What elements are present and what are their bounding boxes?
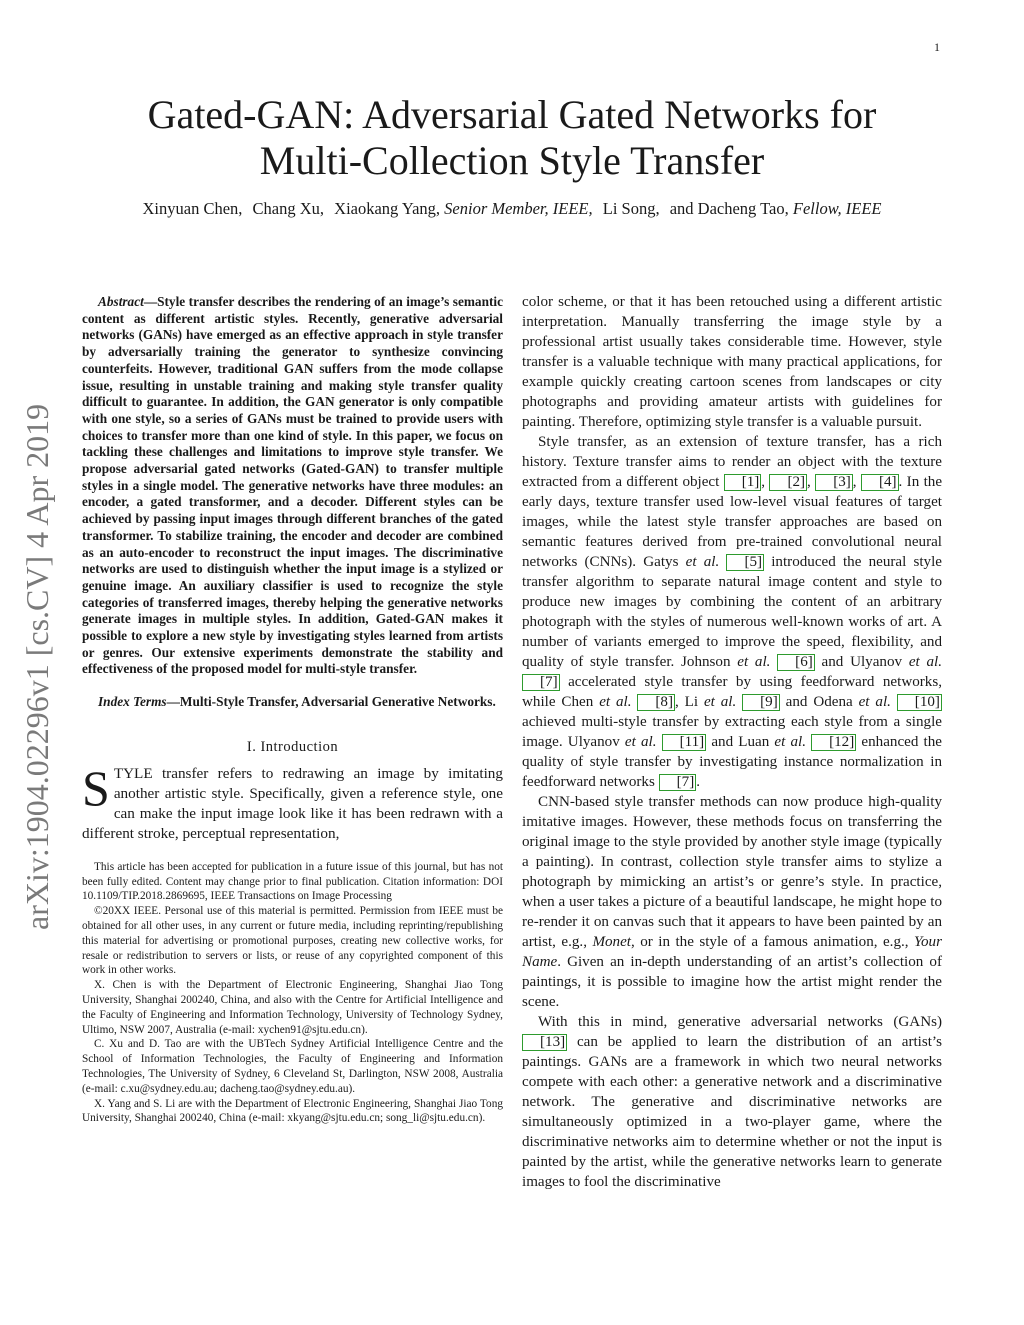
left-column (82, 294, 503, 1126)
citation-link[interactable]: [8] (637, 694, 675, 711)
body-paragraph: color scheme, or that it has been retouched using a different artistic interpretation. Manually transferring the image style by a professional artist usually takes considerable time. However, style transfer is a valuable technique with many practical applications, for example quickly creating cartoon scenes from landscapes or city photographs and providing amateur artists with guidelines for painting. Therefore, optimizing style transfer is a valuable pursuit. (522, 294, 942, 430)
first-word-rest: TYLE (113, 764, 153, 782)
author-affiliation: Senior Member, IEEE, (444, 199, 593, 218)
citation-link[interactable]: [13] (522, 1034, 567, 1051)
section-heading: I. Introduction (246, 738, 339, 755)
citation-link[interactable]: [11] (662, 734, 707, 751)
citation-link[interactable]: [10] (897, 694, 942, 711)
body-paragraph: Style transfer, as an extension of texture transfer, has a rich history. Texture transfer aims to render an object with the texture extracted from a different object [1] , [2] , [3] , [4] . In the early days, texture transfer used low-level visual features of target images, while the latest style transfer approaches are based on semantic features derived from pre-trained convolutional neural networks (CNNs). Gatys et al. [5] introduced the neural style transfer algorithm to separate natural image content and style to produce new images by combining the content of an arbitrary photograph with the styles of numerous well-known works of art. A number of variants emerged to improve the speed, flexibility, and quality of style transfer. Johnson et al. [6] and Ulyanov et al. [7] accelerated style transfer by using feedforward networks, while Chen et al. [8] , Li et al. [9] and Odena et al. [10] achieved multi-style transfer by extracting each style from a single image. Ulyanov et al. [11] and Luan et al. [12] enhanced the quality of style transfer by investigating instance normalization in feedforward networks [7] . (522, 434, 943, 790)
drop-cap: S (82, 759, 110, 816)
body-paragraph: CNN-based style transfer methods can now produce high-quality imitative images. However, these methods focus on transferring the original image to the style provided by another style image (typically a painting). In contrast, collection style transfer aims to stylize a photograph by mimicking an artist’s or genre’s style. In practice, when a user takes a picture of a beautiful landscape, he might hope to re-render it on canvas such that it appears to have been painted by an artist, e.g., Monet, or in the style of a famous animation, e.g., Your Name. Given an in-depth understanding of an artist’s collection of paintings, it is possible to imagine how the artist might render the scene. (522, 794, 942, 1010)
citation-link[interactable]: [2] (769, 474, 807, 491)
author (253, 199, 325, 218)
author-name: Xiaokang Yang, (334, 199, 441, 218)
page-number: 1 (934, 40, 940, 54)
index-terms-text: —Multi-Style Transfer, Adversarial Generative Networks. (166, 694, 496, 710)
footnotes (82, 860, 503, 1126)
author-name: Li Song, (602, 199, 660, 218)
index-terms (82, 694, 503, 711)
intro-paragraph (82, 759, 503, 844)
abstract-text: —Style transfer describes the rendering of an image’s semantic content as different artistic styles. Recently, generative adversarial networks (GANs) have emerged as an effective approach in style transfer by adversarially training the generator to synthesize convincing counterfeits. However, traditional GAN suffers from the mode collapse issue, resulting in unstable training and making style transfer quality difficult to guarantee. In addition, the GAN generator is only compatible with one style, so a series of GANs must be trained to provide users with choices to transfer more than one kind of style. In this paper, we focus on tackling these challenges and limitations to improve style transfer. We propose adversarial gated networks (Gated-GAN) to transfer multiple styles in a single model. The generative networks have three modules: an encoder, a gated transformer, and a decoder. Different styles can be achieved by passing input images through different branches of the gated transformer. To stabilize training, the encoder and decoder are combined as an auto-encoder to reconstruct the input images. The discriminative networks are used to distinguish whether the input image is a stylized or genuine image. An auxiliary classifier is used to recognize the style categories of transferred images, thereby helping the generative networks generate images in multiple styles. In addition, Gated-GAN makes it possible to explore a new style by investigating styles learned from artists or genres. Our extensive experiments demonstrate the stability and effectiveness of the proposed model for multi-style transfer. (82, 294, 503, 677)
author-name: Xinyuan Chen, (142, 199, 243, 218)
author (670, 199, 882, 218)
abstract-label: Abstract (98, 294, 144, 309)
author-affiliation: Fellow, IEEE (792, 199, 882, 218)
abstract (82, 294, 503, 678)
citation-link[interactable]: [1] (724, 474, 762, 491)
italic-text: et al. (737, 654, 771, 670)
title-line: Multi-Collection Style Transfer (259, 138, 765, 183)
citation-link[interactable]: [4] (861, 474, 899, 491)
author (603, 199, 660, 218)
citation-link[interactable]: [12] (811, 734, 856, 751)
italic-text: et al. (858, 694, 891, 710)
italic-text: Monet (592, 934, 631, 950)
body-paragraph: With this in mind, generative adversarial networks (GANs) [13] can be applied to learn the distribution of an artist’s paintings. GANs are a framework in which two neural networks compete with each other: a generative network and a discriminative network. The generative and discriminative networks are simultaneously optimized in a two-player game, where the discriminative networks aim to determine whether or not the input is painted by the artist, while the generative networks learn to generate images to fool the discriminative (522, 1014, 942, 1190)
footnote: X. Yang and S. Li are with the Department of Electronic Engineering, Shanghai Jiao Tong University, Shanghai 200240, China (e-mail: xkyang@sjtu.edu.cn; song_li@sjtu.edu.cn). (82, 1097, 503, 1125)
author-list (60, 199, 964, 219)
footnote: X. Chen is with the Department of Electronic Engineering, Shanghai Jiao Tong University, Shanghai 200240, China, and also with the Centre for Artificial Intelligence and the Faculty of Engineering and Information Technology, University of Technology Sydney, Ultimo, NSW 2007, Australia (e-mail: xychen91@sjtu.edu.cn). (82, 979, 503, 1036)
citation-link[interactable]: [7] (659, 774, 697, 791)
intro-text: transfer refers to redrawing an image by imitating another artistic style. Specifically, given a reference style, one can make the input image look like it has been redrawn with a different stroke, perceptual representation, (82, 764, 503, 842)
title-line: Gated-GAN: Adversarial Gated Networks for (147, 92, 877, 137)
citation-link[interactable]: [9] (742, 694, 780, 711)
author-name: and Dacheng Tao, (669, 199, 789, 218)
italic-text: et al. (774, 734, 806, 750)
index-terms-label: Index Terms (98, 694, 167, 710)
citation-link[interactable]: [5] (726, 554, 764, 571)
citation-link[interactable]: [3] (815, 474, 853, 491)
italic-text: Your Name (522, 934, 942, 970)
footnote: This article has been accepted for publication in a future issue of this journal, but has not been fully edited. Content may change prior to final publication. Citation information: DOI 10.1109/TIP.2018.2869695, IEEE Transactions on Image Processing (82, 860, 503, 903)
author (143, 199, 243, 218)
italic-text: et al. (624, 734, 657, 750)
right-column (522, 292, 942, 1192)
paper-title (100, 92, 924, 184)
citation-link[interactable]: [6] (777, 654, 815, 671)
italic-text: et al. (599, 694, 632, 710)
citation-link[interactable]: [7] (522, 674, 560, 691)
footnote: C. Xu and D. Tao are with the UBTech Sydney Artificial Intelligence Centre and the School of Information Technologies, the Faculty of Engineering and Information Technologies, The University of Sydney, 6 Cleveland St, Darlington, NSW 2008, Australia (e-mail: c.xu@sydney.edu.au; dacheng.tao@sydney.edu.au). (82, 1038, 503, 1095)
italic-text: et al. (703, 694, 737, 710)
author-name: Chang Xu, (252, 199, 325, 218)
italic-text: et al. (685, 554, 720, 570)
footnote: ©20XX IEEE. Personal use of this material is permitted. Permission from IEEE must be obtained for all other uses, in any current or future media, including reprinting/republishing this material for advertising or promotional purposes, creating new collective works, for resale or redistribution to servers or lists, or reuse of any copyrighted component of this work in other works. (82, 905, 503, 977)
author (334, 199, 592, 218)
italic-text: et al. (908, 654, 942, 670)
arxiv-stamp[interactable]: arXiv:1904.02296v1 [cs.CV] 4 Apr 2019 (19, 403, 55, 930)
